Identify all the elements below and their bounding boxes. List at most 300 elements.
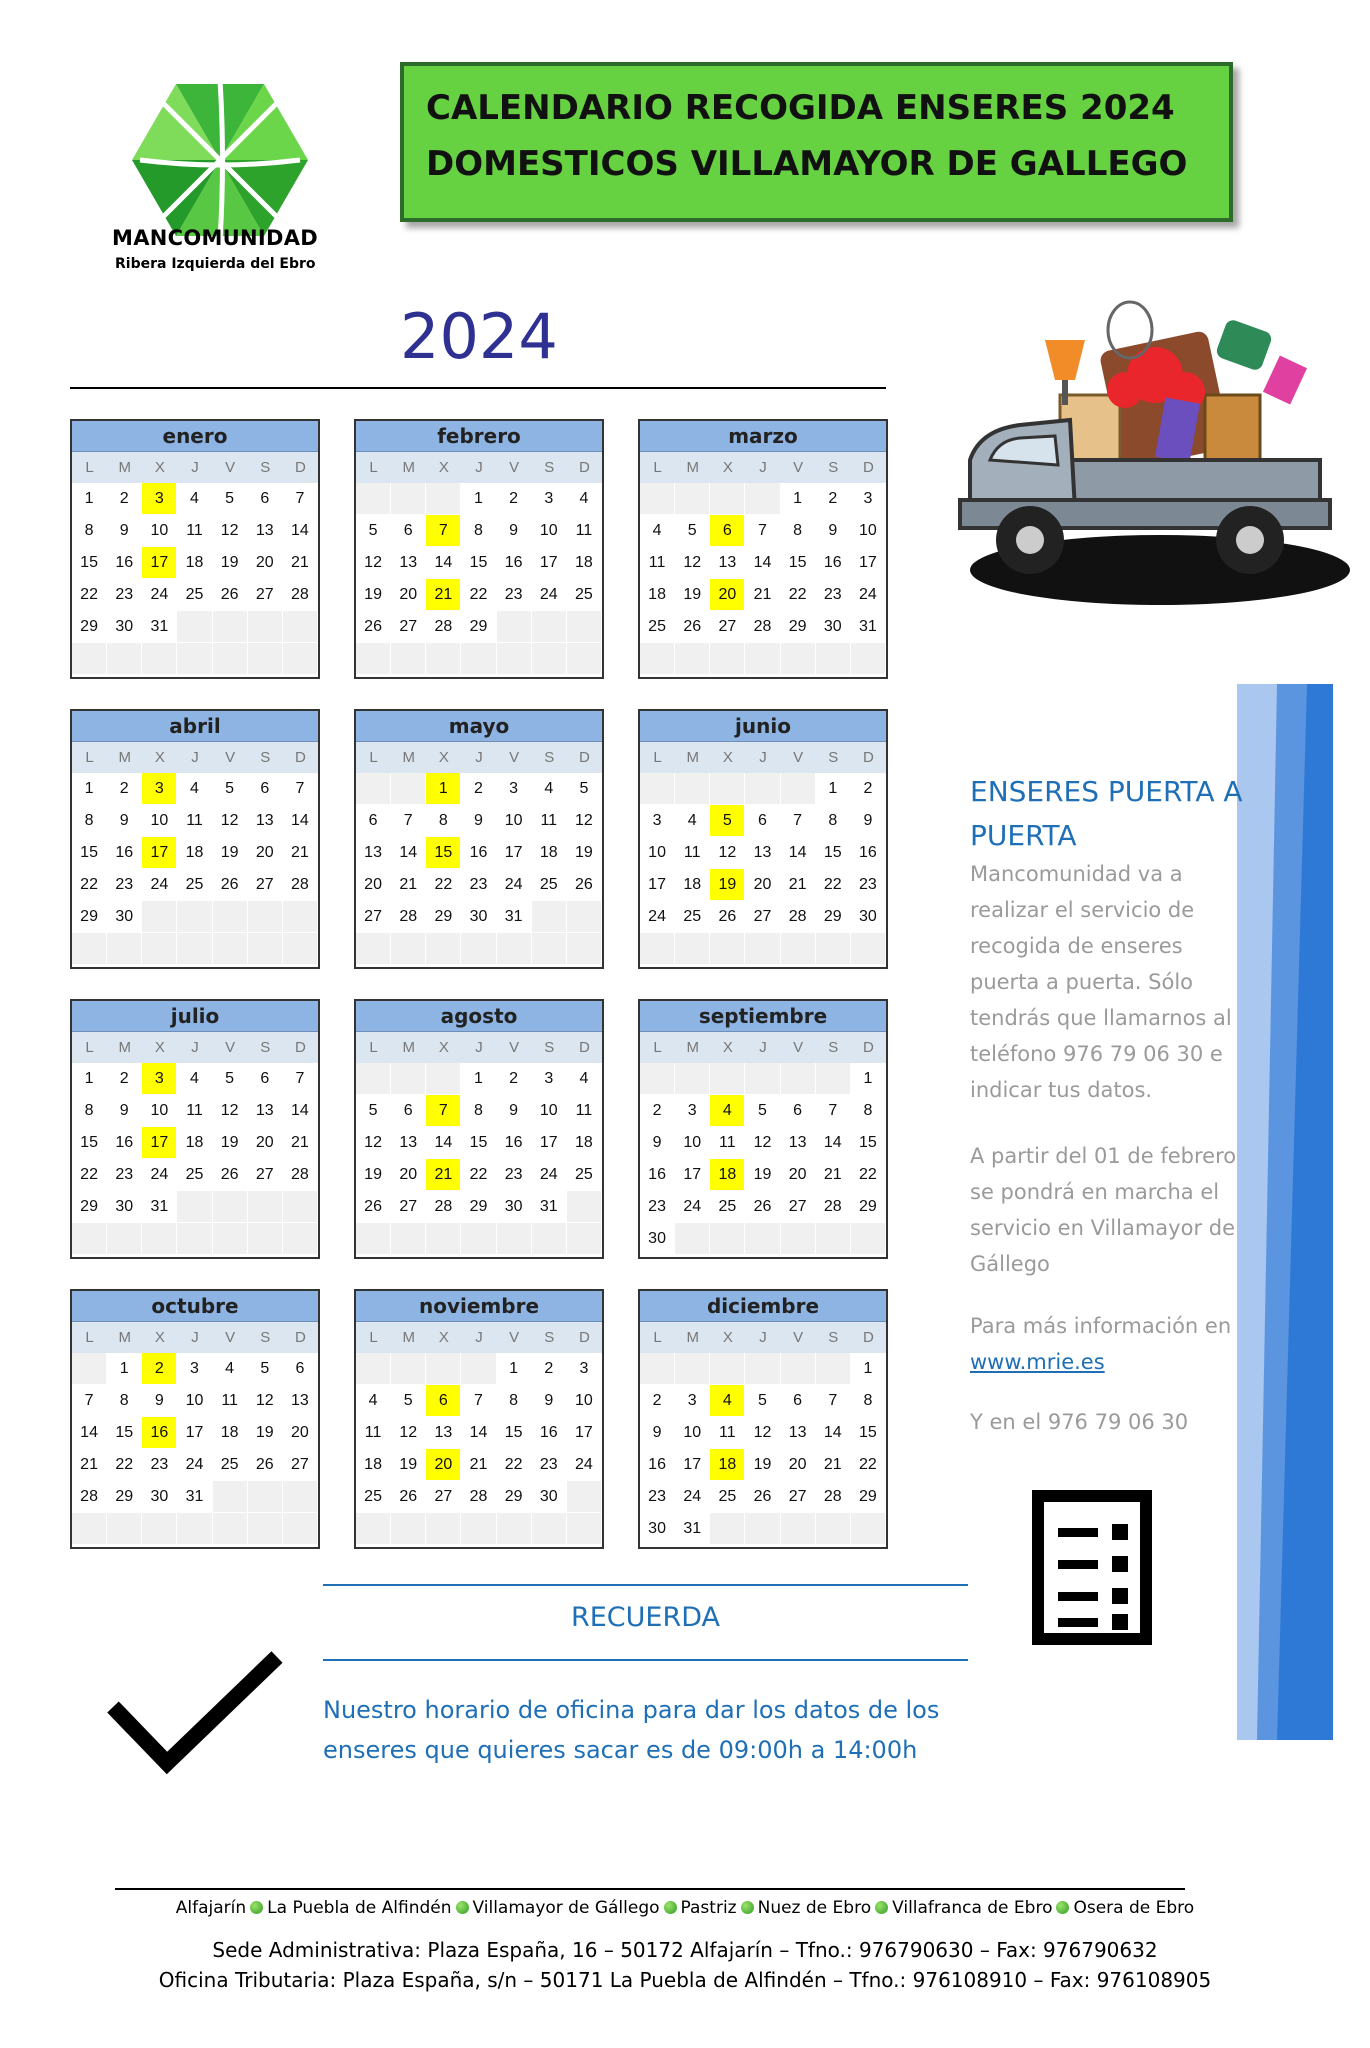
day-cell: 10 [142,515,177,547]
empty-cell [567,611,602,643]
weekday-row [640,1322,886,1353]
weekday-label: S [260,1329,271,1346]
day-cell: 28 [781,901,816,933]
weekday-label: X [722,749,733,766]
weekday-label: S [828,459,839,476]
day-cell: 14 [283,1095,318,1127]
empty-cell [142,901,177,933]
day-cell: 26 [391,1481,426,1513]
day-cell: 5 [567,773,602,805]
day-cell: 18 [640,579,675,611]
weekday-label: S [828,1329,839,1346]
empty-cell [356,643,391,675]
day-cell: 13 [781,1127,816,1159]
day-cell: 19 [356,579,391,611]
weekday-label: V [509,1329,520,1346]
info-paragraph-1: Mancomunidad va a realizar el servicio de recogida de enseres puerta a puerta. Sólo tendrás que llamarnos al teléfono 976 79 06 30 e indicar tus datos. [970,862,1232,1102]
weekday-label: X [722,459,733,476]
month-enero [70,419,320,679]
empty-cell [567,1513,602,1545]
day-cell: 13 [391,1127,426,1159]
day-cell: 30 [107,1191,142,1223]
day-cell: 15 [851,1127,886,1159]
day-cell: 6 [781,1095,816,1127]
empty-cell [213,1191,248,1223]
day-grid [72,1353,318,1545]
empty-cell [72,933,107,965]
weekday-label: J [191,1039,199,1056]
day-cell: 9 [107,515,142,547]
empty-cell [391,1353,426,1385]
day-cell: 18 [567,1127,602,1159]
collection-day-cell: 16 [142,1417,177,1449]
day-cell: 21 [816,1159,851,1191]
day-cell: 19 [675,579,710,611]
day-cell: 20 [356,869,391,901]
day-cell: 10 [142,805,177,837]
empty-cell [567,1191,602,1223]
weekday-label: V [793,459,804,476]
empty-cell [426,1223,461,1255]
weekday-label: L [653,459,662,476]
weekday-row [356,742,602,773]
day-cell: 10 [675,1417,710,1449]
weekday-row [640,452,886,483]
day-cell: 29 [851,1481,886,1513]
empty-cell [532,1513,567,1545]
day-cell: 13 [248,515,283,547]
day-cell: 31 [497,901,532,933]
day-cell: 9 [461,805,496,837]
day-cell: 17 [532,1127,567,1159]
day-cell: 25 [177,579,212,611]
day-cell: 23 [142,1449,177,1481]
day-grid [356,1063,602,1255]
day-cell: 18 [177,547,212,579]
month-name: octubre [72,1291,318,1322]
collection-day-cell: 2 [142,1353,177,1385]
day-cell: 26 [745,1481,780,1513]
day-cell: 14 [426,547,461,579]
day-cell: 14 [781,837,816,869]
day-cell: 10 [640,837,675,869]
day-cell: 27 [248,1159,283,1191]
weekday-label: L [653,1329,662,1346]
day-cell: 8 [72,805,107,837]
weekday-label: M [686,1329,699,1346]
empty-cell [640,643,675,675]
empty-cell [745,643,780,675]
empty-cell [567,933,602,965]
day-cell: 24 [532,1159,567,1191]
recuerda-title: RECUERDA [570,1602,721,1633]
weekday-label: D [862,1329,874,1346]
day-cell: 3 [177,1353,212,1385]
weekday-label: M [686,1039,699,1056]
day-cell: 10 [567,1385,602,1417]
empty-cell [248,901,283,933]
day-cell: 16 [532,1417,567,1449]
day-cell: 30 [816,611,851,643]
day-cell: 2 [640,1095,675,1127]
empty-cell [248,1481,283,1513]
empty-cell [248,643,283,675]
day-cell: 13 [356,837,391,869]
day-cell: 8 [72,1095,107,1127]
empty-cell [426,1353,461,1385]
empty-cell [745,1063,780,1095]
day-cell: 2 [107,483,142,515]
empty-cell [567,1481,602,1513]
collection-day-cell: 18 [710,1449,745,1481]
day-cell: 16 [640,1449,675,1481]
day-cell: 11 [567,515,602,547]
day-cell: 16 [107,837,142,869]
day-cell: 11 [177,805,212,837]
truck-with-furniture-icon [950,300,1350,615]
empty-cell [107,1223,142,1255]
title-line-2: DOMESTICOS VILLAMAYOR DE GALLEGO [426,144,1188,184]
day-cell: 3 [851,483,886,515]
weekday-label: D [578,1329,590,1346]
empty-cell [640,773,675,805]
day-grid [640,773,886,965]
day-grid [72,1063,318,1255]
day-cell: 28 [283,869,318,901]
day-cell: 15 [107,1417,142,1449]
collection-day-cell: 3 [142,1063,177,1095]
day-cell: 18 [675,869,710,901]
empty-cell [213,1223,248,1255]
day-cell: 28 [426,1191,461,1223]
day-cell: 22 [851,1449,886,1481]
weekday-label: D [578,749,590,766]
day-cell: 30 [107,611,142,643]
day-cell: 21 [283,837,318,869]
empty-cell [567,643,602,675]
weekday-row [356,1032,602,1063]
day-cell: 23 [461,869,496,901]
day-cell: 15 [72,1127,107,1159]
day-cell: 7 [816,1095,851,1127]
footer-oficina: Oficina Tributaria: Plaza España, s/n – 50171 La Puebla de Alfindén – Tfno.: 976108910 – Fax: 976108905 [158,1968,1212,1992]
day-cell: 21 [745,579,780,611]
collection-day-cell: 20 [426,1449,461,1481]
day-cell: 19 [745,1449,780,1481]
empty-cell [675,933,710,965]
day-cell: 30 [851,901,886,933]
website-link[interactable]: www.mrie.es [970,1350,1105,1374]
day-cell: 10 [675,1127,710,1159]
day-cell: 14 [426,1127,461,1159]
day-cell: 23 [640,1481,675,1513]
info-title: ENSERES PUERTA A PUERTA [970,775,1243,852]
day-cell: 18 [213,1417,248,1449]
weekday-row [640,1032,886,1063]
empty-cell [283,611,318,643]
weekday-label: S [544,1329,555,1346]
empty-cell [745,483,780,515]
day-cell: 6 [391,1095,426,1127]
day-cell: 18 [177,837,212,869]
weekday-label: S [544,1039,555,1056]
empty-cell [710,643,745,675]
day-cell: 24 [675,1191,710,1223]
weekday-label: L [653,1039,662,1056]
day-cell: 25 [213,1449,248,1481]
weekday-label: X [154,1329,165,1346]
day-cell: 9 [532,1385,567,1417]
day-cell: 5 [745,1385,780,1417]
day-cell: 4 [675,805,710,837]
day-cell: 2 [497,483,532,515]
day-cell: 8 [851,1385,886,1417]
day-cell: 9 [851,805,886,837]
weekday-label: J [475,1039,483,1056]
day-cell: 25 [567,579,602,611]
empty-cell [356,483,391,515]
day-cell: 5 [356,515,391,547]
collection-day-cell: 3 [142,483,177,515]
weekday-label: J [759,749,767,766]
month-noviembre [354,1289,604,1549]
weekday-label: M [402,459,415,476]
empty-cell [142,933,177,965]
month-name: noviembre [356,1291,602,1322]
day-cell: 26 [567,869,602,901]
day-cell: 14 [745,547,780,579]
weekday-row [72,452,318,483]
day-cell: 25 [356,1481,391,1513]
weekday-label: X [722,1039,733,1056]
weekday-label: M [402,749,415,766]
day-cell: 14 [72,1417,107,1449]
day-cell: 15 [816,837,851,869]
day-cell: 21 [283,547,318,579]
empty-cell [461,1513,496,1545]
empty-cell [356,1223,391,1255]
footer-town: Pastriz [680,1898,737,1918]
day-cell: 21 [391,869,426,901]
day-cell: 13 [710,547,745,579]
day-cell: 15 [72,547,107,579]
weekday-label: X [438,459,449,476]
day-cell: 20 [391,1159,426,1191]
collection-day-cell: 19 [710,869,745,901]
day-cell: 19 [213,1127,248,1159]
day-cell: 29 [461,611,496,643]
weekday-label: L [653,749,662,766]
empty-cell [675,1353,710,1385]
empty-cell [745,1223,780,1255]
collection-day-cell: 17 [142,1127,177,1159]
day-cell: 12 [567,805,602,837]
day-cell: 25 [640,611,675,643]
info-paragraph-3 [970,1308,1250,1380]
day-cell: 12 [675,547,710,579]
weekday-label: J [475,1329,483,1346]
day-cell: 25 [177,1159,212,1191]
empty-cell [213,643,248,675]
empty-cell [461,643,496,675]
empty-cell [851,933,886,965]
day-cell: 19 [567,837,602,869]
empty-cell [497,1513,532,1545]
empty-cell [675,773,710,805]
empty-cell [391,1513,426,1545]
day-cell: 4 [356,1385,391,1417]
day-cell: 7 [72,1385,107,1417]
day-cell: 11 [567,1095,602,1127]
day-cell: 31 [142,611,177,643]
day-cell: 22 [107,1449,142,1481]
weekday-row [356,452,602,483]
day-cell: 18 [532,837,567,869]
weekday-label: L [85,459,94,476]
day-cell: 4 [567,483,602,515]
month-name: mayo [356,711,602,742]
day-cell: 9 [107,1095,142,1127]
day-cell: 25 [567,1159,602,1191]
footer-town: Villamayor de Gállego [472,1898,660,1918]
day-cell: 8 [781,515,816,547]
weekday-label: V [225,749,236,766]
day-cell: 2 [816,483,851,515]
day-cell: 1 [781,483,816,515]
day-cell: 22 [72,579,107,611]
day-cell: 5 [356,1095,391,1127]
day-cell: 18 [567,547,602,579]
day-cell: 11 [177,1095,212,1127]
footer-sede: Sede Administrativa: Plaza España, 16 – 50172 Alfajarín – Tfno.: 976790630 – Fax: 976790632 [212,1938,1158,1962]
day-cell: 29 [781,611,816,643]
day-cell: 23 [107,1159,142,1191]
weekday-label: J [759,1039,767,1056]
weekday-label: J [191,1329,199,1346]
weekday-label: V [225,1329,236,1346]
weekday-label: V [793,1329,804,1346]
weekday-label: D [294,1329,306,1346]
day-cell: 3 [567,1353,602,1385]
collection-day-cell: 6 [426,1385,461,1417]
weekday-label: L [369,1329,378,1346]
weekday-label: X [438,1039,449,1056]
empty-cell [497,933,532,965]
weekday-label: V [793,1039,804,1056]
empty-cell [142,1513,177,1545]
day-cell: 1 [72,773,107,805]
day-cell: 7 [283,1063,318,1095]
bullet-dot-icon [664,1901,677,1914]
empty-cell [675,1223,710,1255]
day-cell: 7 [461,1385,496,1417]
day-cell: 20 [248,1127,283,1159]
collection-day-cell: 7 [426,515,461,547]
empty-cell [391,643,426,675]
day-cell: 23 [851,869,886,901]
weekday-label: V [793,749,804,766]
day-cell: 23 [497,579,532,611]
empty-cell [283,643,318,675]
day-cell: 27 [745,901,780,933]
empty-cell [72,1223,107,1255]
day-cell: 1 [72,1063,107,1095]
empty-cell [745,773,780,805]
day-cell: 16 [461,837,496,869]
day-cell: 16 [107,1127,142,1159]
day-cell: 26 [710,901,745,933]
day-cell: 19 [213,547,248,579]
day-cell: 17 [497,837,532,869]
day-cell: 29 [851,1191,886,1223]
month-name: marzo [640,421,886,452]
day-cell: 8 [461,515,496,547]
day-grid [356,483,602,675]
empty-cell [248,1223,283,1255]
day-cell: 24 [142,1159,177,1191]
weekday-label: J [475,459,483,476]
day-cell: 25 [177,869,212,901]
day-cell: 23 [107,869,142,901]
weekday-label: J [191,749,199,766]
day-cell: 20 [781,1159,816,1191]
checklist-icon [1032,1490,1152,1645]
empty-cell [283,933,318,965]
month-septiembre [638,999,888,1259]
day-cell: 18 [356,1449,391,1481]
day-cell: 14 [816,1417,851,1449]
weekday-label: V [225,1039,236,1056]
empty-cell [391,483,426,515]
weekday-row [72,1032,318,1063]
month-abril [70,709,320,969]
weekday-label: D [862,749,874,766]
day-cell: 8 [72,515,107,547]
day-cell: 22 [461,1159,496,1191]
weekday-label: D [578,459,590,476]
empty-cell [177,643,212,675]
day-cell: 17 [675,1159,710,1191]
weekday-label: D [294,459,306,476]
day-cell: 19 [391,1449,426,1481]
empty-cell [426,643,461,675]
weekday-label: L [85,749,94,766]
checkmark-icon [105,1645,285,1775]
day-cell: 2 [497,1063,532,1095]
day-cell: 2 [461,773,496,805]
day-cell: 6 [248,1063,283,1095]
day-cell: 22 [426,869,461,901]
day-cell: 14 [461,1417,496,1449]
day-cell: 31 [675,1513,710,1545]
month-octubre [70,1289,320,1549]
day-cell: 24 [675,1481,710,1513]
weekday-label: J [759,459,767,476]
day-cell: 6 [781,1385,816,1417]
footer-town: La Puebla de Alfindén [267,1898,452,1918]
day-cell: 3 [640,805,675,837]
day-cell: 13 [283,1385,318,1417]
empty-cell [213,1481,248,1513]
empty-cell [72,1353,107,1385]
empty-cell [107,933,142,965]
weekday-label: M [118,1329,131,1346]
day-cell: 6 [248,773,283,805]
empty-cell [781,1063,816,1095]
footer-town: Villafranca de Ebro [892,1898,1053,1918]
day-grid [640,1353,886,1545]
footer-rule [115,1888,1185,1890]
